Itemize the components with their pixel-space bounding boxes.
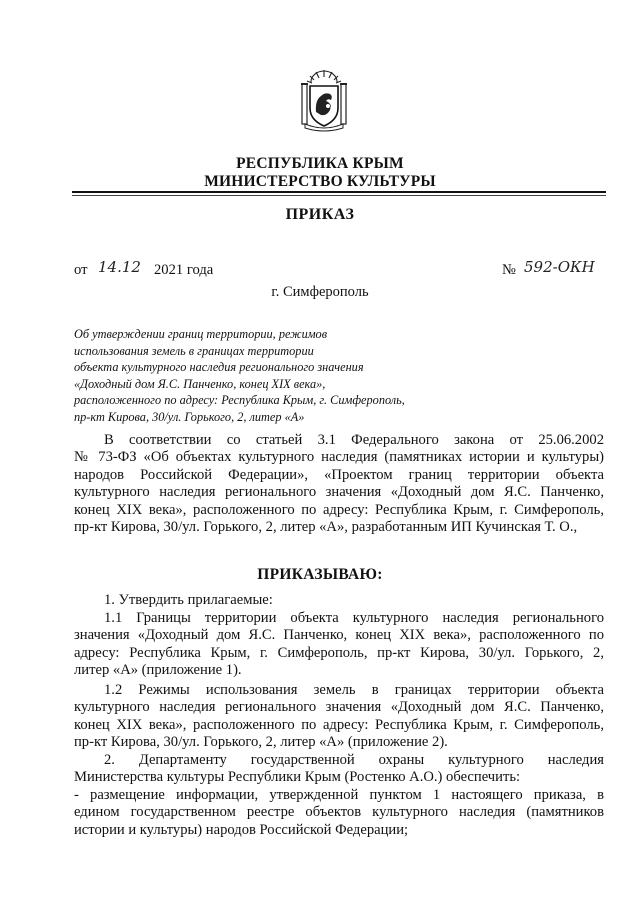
ministry-title: МИНИСТЕРСТВО КУЛЬТУРЫ: [204, 173, 436, 190]
item-2-bullet-line: едином государственном реестре объектов культурного наследия (памятников: [74, 804, 604, 820]
item-1-2-line: конец XIX века», расположенного по адресу: Республика Крым, г. Симферополь,: [74, 717, 604, 733]
preamble-line: пр-кт Кирова, 30/ул. Горького, 2, литер «А», разработанным ИП Кучинская Т. О.,: [74, 519, 578, 535]
preamble-line: культурного наследия регионального значения «Доходный дом Я.С. Панченко,: [74, 484, 604, 500]
item-2-line: 2. Департаменту государственной охраны культурного наследия: [104, 752, 604, 768]
number-handwritten: 592-ОКН: [524, 258, 595, 276]
city: г. Симферополь: [271, 284, 369, 300]
subject-line: Об утверждении границ территории, режимов: [74, 327, 328, 341]
preamble-line: конец XIX века», расположенного по адресу: Республика Крым, г. Симферополь,: [74, 502, 604, 518]
item-1-1-line: 1.1 Границы территории объекта культурного наследия регионального: [104, 610, 604, 626]
item-1-1-line: значения «Доходный дом Я.С. Панченко, конец XIX века», расположенного по: [74, 627, 604, 643]
header-divider: [72, 191, 606, 193]
date-year: 2021 года: [154, 262, 214, 278]
item-1-1-line: адресу: Республика Крым, г. Симферополь, пр-кт Кирова, 30/ул. Горького, 2,: [74, 645, 604, 661]
order-subject: [74, 326, 454, 425]
item-1: 1. Утвердить прилагаемые:: [104, 592, 273, 608]
subject-line: использования земель в границах территории: [74, 343, 314, 358]
subject-line: расположенного по адресу: Республика Крым, г. Симферополь,: [74, 393, 405, 407]
order-title: ПРИКАЗ: [285, 206, 355, 223]
republic-title: РЕСПУБЛИКА КРЫМ: [236, 155, 404, 172]
preamble-line: № 73-ФЗ «Об объектах культурного наследия (памятниках истории и культуры): [74, 449, 604, 465]
item-2-bullet-line: - размещение информации, утвержденной пунктом 1 настоящего приказа, в: [74, 787, 604, 803]
item-1-2-line: культурного наследия регионального значения «Доходный дом Я.С. Панченко,: [74, 699, 604, 715]
item-1-2-line: пр-кт Кирова, 30/ул. Горького, 2, литер «А» (приложение 2).: [74, 734, 448, 750]
crimea-coat-of-arms-icon: [299, 68, 349, 132]
subject-line: объекта культурного наследия регионального значения: [74, 360, 364, 374]
date-handwritten: 14.12: [98, 258, 141, 276]
preamble-line: народов Российской Федерации», «Проектом границ территории объекта: [74, 467, 604, 483]
item-1-2-line: 1.2 Режимы использования земель в границах территории объекта: [104, 682, 604, 698]
decree-heading: ПРИКАЗЫВАЮ:: [257, 566, 383, 583]
item-1-1-line: литер «А» (приложение 1).: [74, 662, 242, 678]
header-divider-thin: [72, 195, 606, 196]
item-2-bullet-line: истории и культуры) народов Российской Федерации;: [74, 822, 409, 838]
preamble-line: В соответствии со статьей 3.1 Федерального закона от 25.06.2002: [104, 432, 604, 448]
item-2-line: Министерства культуры Республики Крым (Ростенко А.О.) обеспечить:: [74, 769, 521, 785]
subject-line: «Доходный дом Я.С. Панченко, конец XIX века»,: [74, 376, 326, 391]
subject-line: пр-кт Кирова, 30/ул. Горького, 2, литер «А»: [74, 409, 305, 424]
number-prefix: №: [502, 262, 516, 278]
date-prefix: от: [74, 262, 88, 278]
